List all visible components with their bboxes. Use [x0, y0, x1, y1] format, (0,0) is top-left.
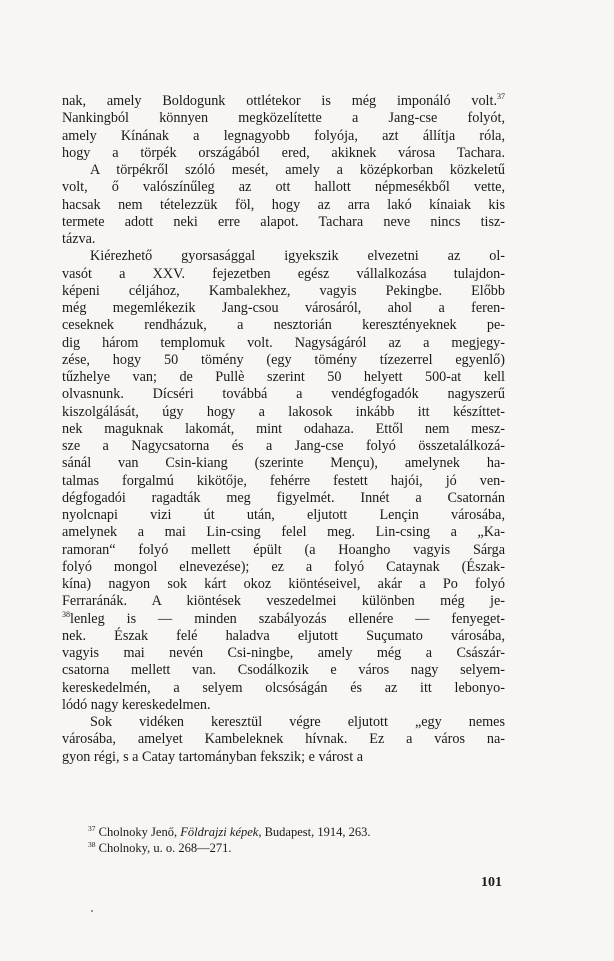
text-line: ramoran“ folyó mellett épült (a Hoangho vagyis Sárga — [62, 541, 505, 558]
text-line: kereskedelmén, a selyem olcsóságán és az itt lebonyo- — [62, 679, 505, 696]
text-line: zése, hogy 50 tömény (egy tömény tízezerrel egyenlő) — [62, 351, 505, 368]
footnote-author: Cholnoky Jenő, — [98, 825, 181, 839]
text-line: Ferraránák. A kiöntések veszedelmei különben még je- — [62, 593, 505, 610]
footnote-ref: 38 — [62, 609, 70, 619]
text-line: tázva. — [62, 231, 96, 247]
text-line: dégfogadói ragadták meg figyelmét. Innét a Csatornán — [62, 489, 505, 506]
text-line: Sok vidéken keresztül végre eljutott „egy nemes — [90, 714, 505, 730]
text-line: dig három templomuk volt. Nagyságáról az a megjegy- — [62, 334, 505, 351]
text-line: városába, amelyet Kambeleknek hívnak. Ez a város na- — [62, 731, 505, 748]
footnote-text: Cholnoky, u. o. 268—271. — [98, 841, 232, 855]
text-line: vagyis mai nevén Csi-ningbe, amely még a Császár- — [62, 645, 505, 661]
text-line: lódó nagy kereskedelmen. — [62, 696, 211, 713]
text-line: gyon régi, s a Catay tartományban fekszik; e várost a — [62, 748, 363, 765]
text-line: hogy a törpék országából ered, akiknek városa Tachara. — [62, 144, 505, 161]
text-line: képeni céljához, Kambalekhez, vagyis Pekingbe. Előbb — [62, 282, 505, 299]
page-number: 101 — [481, 875, 502, 890]
footnote-title: Földrajzi képek — [180, 825, 259, 839]
text-line: talmas forgalmú kikötője, fehérre festett hajói, jó ven- — [62, 472, 505, 489]
text-line: ceseknek rendházuk, a nesztorián keresztényeknek pe- — [62, 317, 505, 334]
text-line: csatorna mellett van. Csodálkozik e város nagy selyem- — [62, 662, 505, 679]
body-text — [62, 93, 505, 766]
text-line: nek. Észak felé haladva eljutott Suçumato városába, — [62, 627, 505, 644]
footnote-ref: 37 — [497, 92, 505, 101]
text-line: volt, ő valószínűleg az ott hallott népmesékből vette, — [62, 179, 505, 196]
text-line: tűzhelye van; de Pullè szerint 50 helyett 500-at kell — [62, 369, 505, 385]
footnote-38 — [88, 840, 508, 856]
text-line: nak, amely Boldogunk ottlétekor is még imponáló volt.$^{37}$ — [62, 92, 505, 109]
text-line: A törpékről szóló mesét, amely a középkorban közkeletű — [90, 162, 505, 178]
text-line: hacsak nem tételezzük föl, hogy az arra lakó kínaiak kis — [62, 196, 505, 213]
text-line: sze a Nagycsatorna és a Jang-cse folyó összetalálkozá- — [62, 438, 505, 454]
text-line: amely Kínának a legnagyobb folyója, azt állítja róla, — [62, 127, 505, 144]
text-line: sánál van Csin-kiang (szerinte Mençu), amelynek ha- — [62, 455, 505, 472]
footnote-37 — [88, 824, 508, 840]
text-line: vasót a XXV. fejezetben egész vállalkozása tulajdon- — [62, 265, 505, 282]
footnote-number: 37 — [88, 824, 96, 833]
text-line: amelynek a mai Lin-csing felel meg. Lin-csing a „Ka- — [62, 524, 505, 541]
text-line: még megemlékezik Jang-csou városáról, ahol a feren- — [62, 300, 505, 316]
footnote-number: 38 — [88, 840, 96, 849]
footnote-rest: , Budapest, 1914, 263. — [258, 825, 371, 839]
text-line: olvasnunk. Dícséri továbbá a vendégfogadók nagyszerű — [62, 386, 505, 403]
footnotes — [88, 824, 508, 856]
paper-speck — [91, 910, 93, 912]
text-line: nyolcnapi vizi út után, eljutott Lençin városába, — [62, 507, 505, 523]
text-line: $^{38}$lenleg is — minden szabályozás ellenére — fenyeget- — [62, 609, 505, 627]
text-line: kína) nagyon sok kárt okoz kiöntéseivel, akár a Po folyó — [62, 576, 505, 592]
text-line: nek maguknak lakomát, mint odahaza. Ettől nem mesz- — [62, 420, 505, 437]
text-line: Kiérezhető gyorsasággal igyekszik elvezetni az ol- — [90, 248, 505, 265]
text-line: Nankingból könnyen megközelítette a Jang-cse folyót, — [62, 110, 505, 127]
text-line: folyó mongol elnevezése); ez a folyó Cataynak (Észak- — [62, 558, 505, 575]
text-line: kiszolgálását, úgy hogy a lakosok inkább itt készíttet- — [62, 403, 505, 420]
text-line: termete adott neki erre alapot. Tachara neve nincs tisz- — [62, 213, 505, 230]
